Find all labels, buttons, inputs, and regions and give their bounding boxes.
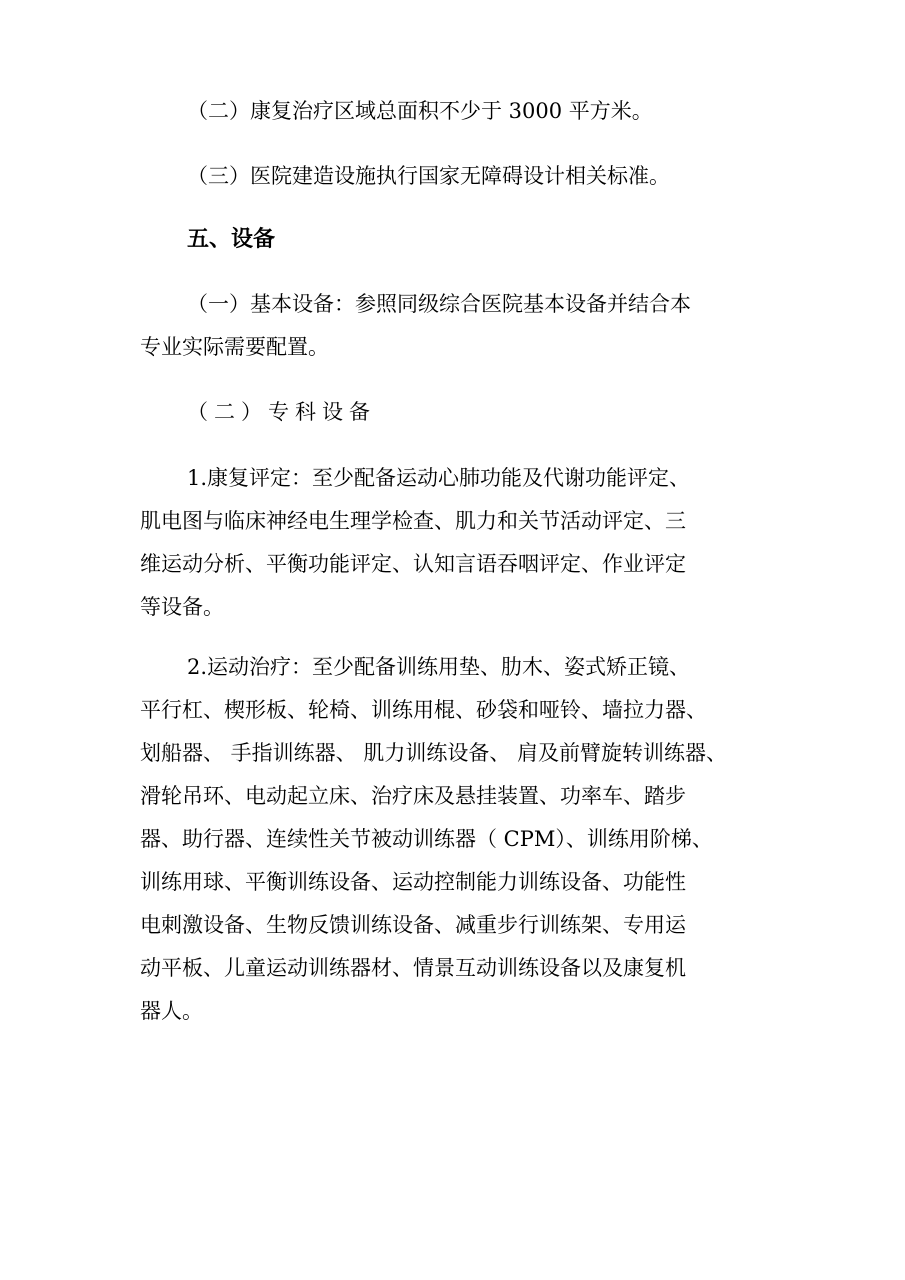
section-heading-equipment: 五、设备 [187, 227, 276, 252]
paragraph-motion-therapy-line-8: 动平板、儿童运动训练器材、情景互动训练设备以及康复机 [140, 956, 686, 980]
paragraph-motion-therapy-line-1: 2.运动治疗：至少配备训练用垫、肋木、姿式矫正镜、 [187, 655, 691, 679]
paragraph-motion-therapy-line-9: 器人。 [140, 999, 203, 1023]
paragraph-motion-therapy-line-2: 平行杠、楔形板、轮椅、训练用棍、砂袋和哑铃、墙拉力器、 [140, 698, 707, 722]
paragraph-assessment-line-3: 维运动分析、平衡功能评定、认知言语吞咽评定、作业评定 [140, 552, 686, 576]
paragraph-assessment-line-2: 肌电图与临床神经电生理学检查、肌力和关节活动评定、三 [140, 509, 686, 533]
paragraph-motion-therapy-line-7: 电刺激设备、生物反馈训练设备、减重步行训练架、专用运 [140, 913, 686, 937]
paragraph-motion-therapy-line-6: 训练用球、平衡训练设备、运动控制能力训练设备、功能性 [140, 870, 686, 894]
paragraph-basic-equipment-line-2: 专业实际需要配置。 [140, 335, 329, 359]
paragraph-motion-therapy-line-4: 滑轮吊环、电动起立床、治疗床及悬挂装置、功率车、踏步 [140, 784, 686, 808]
paragraph-assessment-line-1: 1.康复评定：至少配备运动心肺功能及代谢功能评定、 [187, 466, 691, 490]
paragraph-motion-therapy-line-3: 划船器、 手指训练器、 肌力训练设备、 肩及前臂旋转训练器、 [140, 741, 728, 765]
paragraph-barrier-free-standard: （三）医院建造设施执行国家无障碍设计相关标准。 [187, 164, 670, 188]
paragraph-basic-equipment-line-1: （一）基本设备：参照同级综合医院基本设备并结合本 [187, 292, 691, 316]
paragraph-motion-therapy-line-5: 器、助行器、连续性关节被动训练器（ CPM）、训练用阶梯、 [140, 827, 713, 851]
paragraph-area-requirement: （二）康复治疗区域总面积不少于 3000 平方米。 [187, 99, 653, 123]
subheading-specialty-equipment: （二）专科设备 [187, 400, 376, 424]
paragraph-assessment-line-4: 等设备。 [140, 595, 224, 619]
